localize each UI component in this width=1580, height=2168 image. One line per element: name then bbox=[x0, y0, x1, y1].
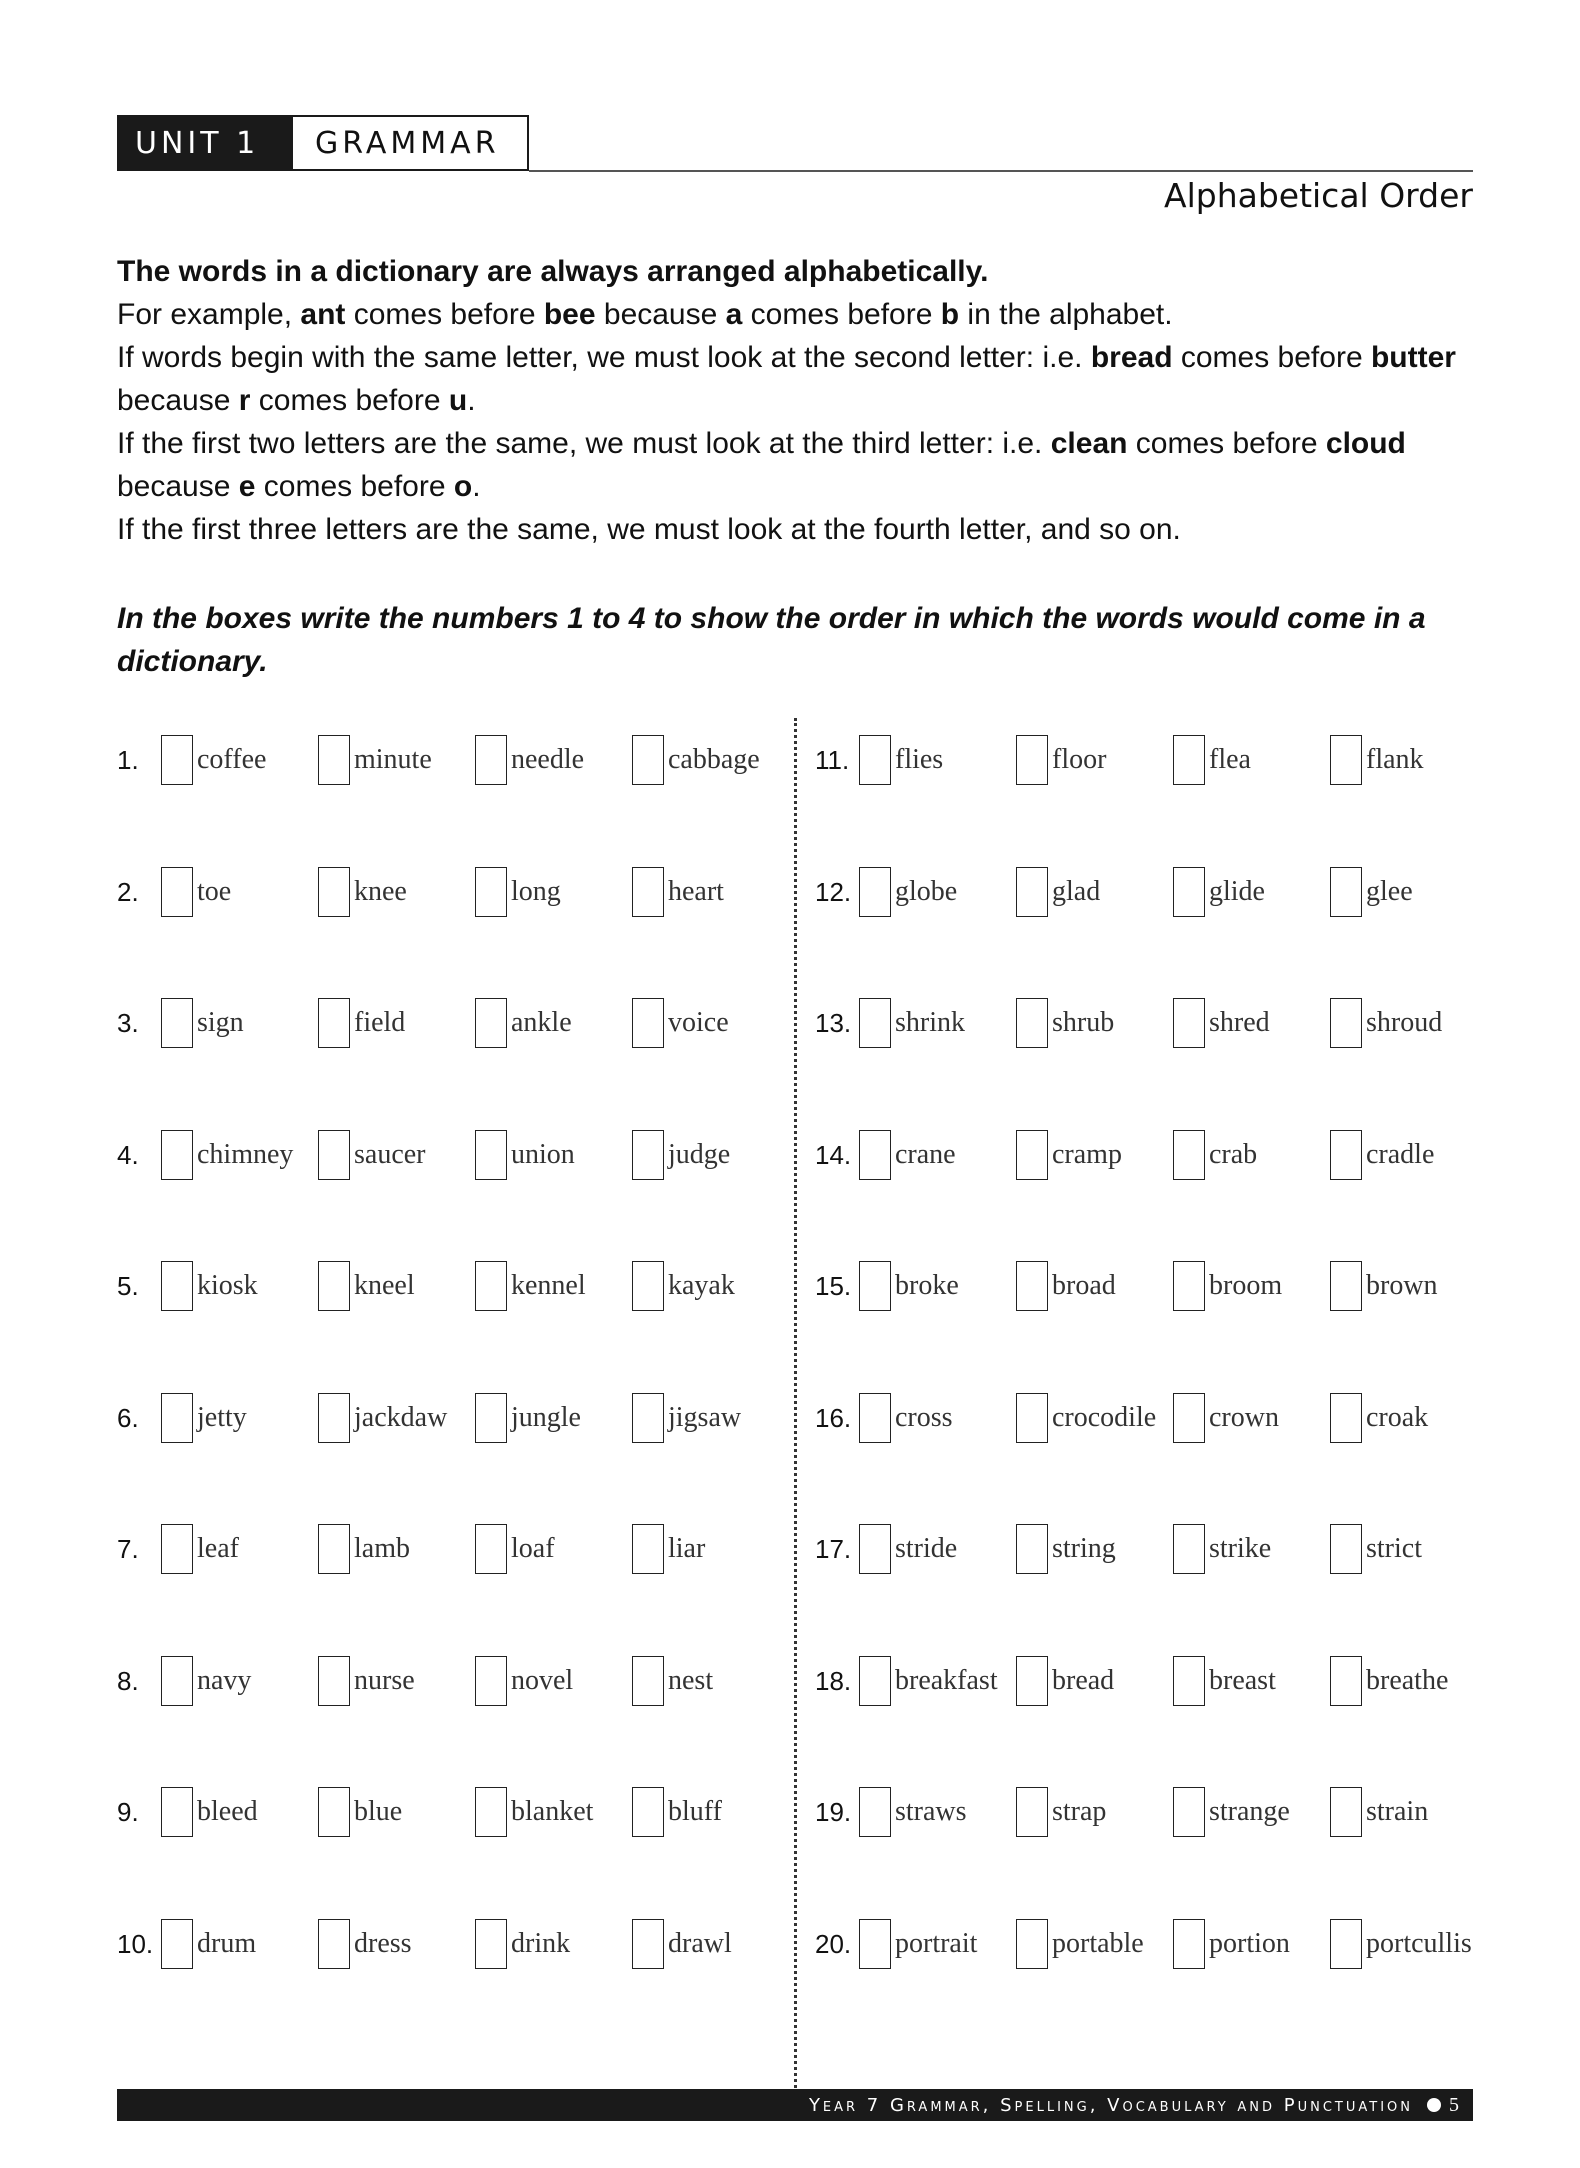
answer-box[interactable] bbox=[1016, 1787, 1048, 1837]
answer-box[interactable] bbox=[161, 867, 193, 917]
question-row bbox=[815, 995, 1487, 1051]
word-label: needle bbox=[511, 744, 585, 775]
word-label: portable bbox=[1052, 1928, 1144, 1959]
word-item bbox=[1016, 1524, 1173, 1574]
answer-box[interactable] bbox=[475, 1393, 507, 1443]
answer-box[interactable] bbox=[1330, 1524, 1362, 1574]
word-label: cross bbox=[895, 1402, 953, 1433]
answer-box[interactable] bbox=[1016, 1524, 1048, 1574]
answer-box[interactable] bbox=[1330, 1393, 1362, 1443]
word-item bbox=[632, 998, 789, 1048]
answer-box[interactable] bbox=[632, 867, 664, 917]
question-row bbox=[117, 1521, 789, 1577]
question-row bbox=[117, 1784, 789, 1840]
answer-box[interactable] bbox=[161, 735, 193, 785]
word-label: shroud bbox=[1366, 1007, 1443, 1038]
word-label: blue bbox=[354, 1796, 403, 1827]
answer-box[interactable] bbox=[475, 1656, 507, 1706]
word-item bbox=[161, 867, 318, 917]
word-item bbox=[1173, 735, 1330, 785]
answer-box[interactable] bbox=[632, 1261, 664, 1311]
word-label: broke bbox=[895, 1270, 959, 1301]
word-label: brown bbox=[1366, 1270, 1438, 1301]
word-item bbox=[1330, 735, 1487, 785]
word-label: navy bbox=[197, 1665, 252, 1696]
word-label: toe bbox=[197, 876, 232, 907]
word-item bbox=[632, 1261, 789, 1311]
answer-box[interactable] bbox=[632, 735, 664, 785]
question-row bbox=[117, 995, 789, 1051]
word-item bbox=[318, 1919, 475, 1969]
word-item bbox=[475, 1261, 632, 1311]
answer-box[interactable] bbox=[632, 1787, 664, 1837]
answer-box[interactable] bbox=[1016, 1393, 1048, 1443]
answer-box[interactable] bbox=[318, 1130, 350, 1180]
word-label: crown bbox=[1209, 1402, 1279, 1433]
word-item bbox=[475, 1919, 632, 1969]
answer-box[interactable] bbox=[1173, 1393, 1205, 1443]
word-item bbox=[632, 1524, 789, 1574]
answer-box[interactable] bbox=[1173, 735, 1205, 785]
answer-box[interactable] bbox=[475, 735, 507, 785]
word-label: glee bbox=[1366, 876, 1413, 907]
word-item bbox=[1330, 1919, 1487, 1969]
word-label: strict bbox=[1366, 1533, 1422, 1564]
word-item bbox=[632, 867, 789, 917]
question-row bbox=[117, 1916, 789, 1972]
answer-box[interactable] bbox=[318, 867, 350, 917]
word-item bbox=[475, 1656, 632, 1706]
answer-box[interactable] bbox=[161, 1393, 193, 1443]
word-label: portion bbox=[1209, 1928, 1290, 1959]
word-item bbox=[475, 867, 632, 917]
word-item bbox=[1330, 1656, 1487, 1706]
word-item bbox=[1330, 867, 1487, 917]
header-rule bbox=[529, 170, 1473, 172]
question-number: 9. bbox=[117, 1796, 139, 1827]
word-label: straws bbox=[895, 1796, 967, 1827]
word-label: glad bbox=[1052, 876, 1101, 907]
column-divider bbox=[794, 718, 797, 2088]
word-label: portcullis bbox=[1366, 1928, 1472, 1959]
answer-box[interactable] bbox=[318, 1524, 350, 1574]
word-item bbox=[1016, 1787, 1173, 1837]
question-number: 18. bbox=[815, 1665, 852, 1696]
unit-topic: GRAMMAR bbox=[291, 115, 529, 171]
answer-box[interactable] bbox=[1173, 1524, 1205, 1574]
question-row bbox=[815, 1916, 1487, 1972]
word-item bbox=[1173, 1524, 1330, 1574]
word-label: globe bbox=[895, 876, 958, 907]
word-item bbox=[318, 1787, 475, 1837]
word-item bbox=[161, 1393, 318, 1443]
answer-box[interactable] bbox=[1016, 735, 1048, 785]
word-item bbox=[1330, 1130, 1487, 1180]
word-item bbox=[1330, 1524, 1487, 1574]
word-label: knee bbox=[354, 876, 407, 907]
word-item bbox=[1173, 1261, 1330, 1311]
word-label: jetty bbox=[197, 1402, 247, 1433]
word-label: minute bbox=[354, 744, 432, 775]
word-label: loaf bbox=[511, 1533, 555, 1564]
answer-box[interactable] bbox=[859, 998, 891, 1048]
word-item bbox=[859, 1524, 1016, 1574]
word-label: broom bbox=[1209, 1270, 1283, 1301]
word-label: ankle bbox=[511, 1007, 572, 1038]
question-row bbox=[815, 732, 1487, 788]
word-label: kiosk bbox=[197, 1270, 258, 1301]
word-label: stride bbox=[895, 1533, 958, 1564]
question-number: 10. bbox=[117, 1928, 154, 1959]
word-item bbox=[318, 1524, 475, 1574]
word-label: nurse bbox=[354, 1665, 415, 1696]
word-item bbox=[1330, 1261, 1487, 1311]
question-number: 16. bbox=[815, 1402, 852, 1433]
answer-box[interactable] bbox=[1330, 1656, 1362, 1706]
word-label: breakfast bbox=[895, 1665, 998, 1696]
word-item bbox=[632, 1130, 789, 1180]
word-item bbox=[318, 735, 475, 785]
word-label: coffee bbox=[197, 744, 267, 775]
question-number: 3. bbox=[117, 1007, 139, 1038]
answer-box[interactable] bbox=[161, 1656, 193, 1706]
word-item bbox=[859, 1656, 1016, 1706]
word-label: jackdaw bbox=[354, 1402, 448, 1433]
word-label: crane bbox=[895, 1139, 956, 1170]
question-number: 19. bbox=[815, 1796, 852, 1827]
answer-box[interactable] bbox=[318, 998, 350, 1048]
answer-box[interactable] bbox=[1330, 1787, 1362, 1837]
question-row bbox=[815, 1258, 1487, 1314]
intro-line-3: If the first two letters are the same, we must look at the third letter: i.e. clean comes before cloud because e comes before o. bbox=[117, 427, 1406, 503]
word-item bbox=[475, 1393, 632, 1443]
word-item bbox=[1016, 1656, 1173, 1706]
word-label: glide bbox=[1209, 876, 1265, 907]
unit-header bbox=[117, 115, 529, 171]
word-item bbox=[632, 1656, 789, 1706]
word-item bbox=[632, 1919, 789, 1969]
word-label: bluff bbox=[668, 1796, 722, 1827]
word-item bbox=[318, 1656, 475, 1706]
question-row bbox=[117, 1653, 789, 1709]
instruction: In the boxes write the numbers 1 to 4 to show the order in which the words would come in a dictionary. bbox=[117, 602, 1426, 678]
answer-box[interactable] bbox=[475, 1919, 507, 1969]
question-number: 5. bbox=[117, 1270, 139, 1301]
word-item bbox=[1173, 867, 1330, 917]
answer-box[interactable] bbox=[632, 998, 664, 1048]
answer-box[interactable] bbox=[859, 867, 891, 917]
word-label: drum bbox=[197, 1928, 257, 1959]
word-item bbox=[161, 1919, 318, 1969]
word-label: shrink bbox=[895, 1007, 965, 1038]
word-item bbox=[475, 1524, 632, 1574]
answer-box[interactable] bbox=[1173, 1656, 1205, 1706]
answer-box[interactable] bbox=[161, 998, 193, 1048]
question-row bbox=[815, 1521, 1487, 1577]
word-item bbox=[859, 998, 1016, 1048]
word-label: union bbox=[511, 1139, 575, 1170]
word-item bbox=[1016, 1393, 1173, 1443]
answer-box[interactable] bbox=[859, 1656, 891, 1706]
word-label: chimney bbox=[197, 1139, 294, 1170]
word-label: voice bbox=[668, 1007, 729, 1038]
word-label: jigsaw bbox=[668, 1402, 742, 1433]
word-label: blanket bbox=[511, 1796, 594, 1827]
answer-box[interactable] bbox=[1016, 867, 1048, 917]
word-label: portrait bbox=[895, 1928, 978, 1959]
word-label: field bbox=[354, 1007, 406, 1038]
word-label: strike bbox=[1209, 1533, 1272, 1564]
word-item bbox=[859, 1393, 1016, 1443]
answer-box[interactable] bbox=[1330, 1919, 1362, 1969]
word-label: jungle bbox=[511, 1402, 581, 1433]
word-item bbox=[1330, 998, 1487, 1048]
word-item bbox=[1173, 1919, 1330, 1969]
answer-box[interactable] bbox=[475, 1130, 507, 1180]
answer-box[interactable] bbox=[1330, 998, 1362, 1048]
word-item bbox=[318, 867, 475, 917]
question-number: 14. bbox=[815, 1139, 852, 1170]
word-item bbox=[859, 1787, 1016, 1837]
word-label: flank bbox=[1366, 744, 1424, 775]
answer-box[interactable] bbox=[318, 735, 350, 785]
word-label: string bbox=[1052, 1533, 1116, 1564]
unit-label: UNIT 1 bbox=[117, 115, 291, 171]
question-row bbox=[815, 1653, 1487, 1709]
word-item bbox=[475, 998, 632, 1048]
answer-box[interactable] bbox=[161, 1787, 193, 1837]
word-label: kennel bbox=[511, 1270, 586, 1301]
question-row bbox=[117, 1127, 789, 1183]
answer-box[interactable] bbox=[1016, 1656, 1048, 1706]
word-label: kayak bbox=[668, 1270, 735, 1301]
answer-box[interactable] bbox=[318, 1919, 350, 1969]
question-row bbox=[117, 864, 789, 920]
word-label: cramp bbox=[1052, 1139, 1122, 1170]
footer-text: Year 7 Grammar, Spelling, Vocabulary and Punctuation bbox=[808, 2094, 1413, 2116]
question-number: 2. bbox=[117, 876, 139, 907]
section-title: Alphabetical Order bbox=[1164, 176, 1473, 215]
answer-box[interactable] bbox=[1330, 1261, 1362, 1311]
question-number: 4. bbox=[117, 1139, 139, 1170]
word-item bbox=[318, 1130, 475, 1180]
answer-box[interactable] bbox=[1016, 1261, 1048, 1311]
word-item bbox=[1016, 998, 1173, 1048]
word-item bbox=[1330, 1393, 1487, 1443]
question-number: 1. bbox=[117, 744, 139, 775]
answer-box[interactable] bbox=[475, 867, 507, 917]
answer-box[interactable] bbox=[475, 1261, 507, 1311]
word-item bbox=[475, 735, 632, 785]
word-item bbox=[1016, 735, 1173, 785]
word-label: crab bbox=[1209, 1139, 1258, 1170]
word-item bbox=[632, 1787, 789, 1837]
word-item bbox=[859, 1919, 1016, 1969]
answer-box[interactable] bbox=[632, 1130, 664, 1180]
word-item bbox=[1173, 1656, 1330, 1706]
word-item bbox=[859, 1130, 1016, 1180]
word-label: broad bbox=[1052, 1270, 1116, 1301]
bullet-dot-icon bbox=[1427, 2098, 1441, 2112]
answer-box[interactable] bbox=[161, 1919, 193, 1969]
word-item bbox=[318, 998, 475, 1048]
answer-box[interactable] bbox=[1016, 1130, 1048, 1180]
word-label: strain bbox=[1366, 1796, 1429, 1827]
word-item bbox=[632, 1393, 789, 1443]
word-item bbox=[161, 1524, 318, 1574]
word-label: bleed bbox=[197, 1796, 258, 1827]
word-label: leaf bbox=[197, 1533, 239, 1564]
page-number: 5 bbox=[1449, 2093, 1459, 2116]
word-label: cradle bbox=[1366, 1139, 1435, 1170]
question-number: 15. bbox=[815, 1270, 852, 1301]
question-number: 8. bbox=[117, 1665, 139, 1696]
word-label: dress bbox=[354, 1928, 412, 1959]
answer-box[interactable] bbox=[1173, 1787, 1205, 1837]
word-label: saucer bbox=[354, 1139, 426, 1170]
word-label: lamb bbox=[354, 1533, 410, 1564]
word-label: breast bbox=[1209, 1665, 1276, 1696]
word-item bbox=[475, 1130, 632, 1180]
word-label: liar bbox=[668, 1533, 706, 1564]
intro-text bbox=[117, 250, 1497, 551]
word-item bbox=[318, 1261, 475, 1311]
question-row bbox=[117, 732, 789, 788]
answer-box[interactable] bbox=[475, 998, 507, 1048]
word-item bbox=[1016, 1130, 1173, 1180]
answer-box[interactable] bbox=[161, 1524, 193, 1574]
answer-box[interactable] bbox=[859, 735, 891, 785]
question-number: 6. bbox=[117, 1402, 139, 1433]
answer-box[interactable] bbox=[859, 1919, 891, 1969]
word-label: floor bbox=[1052, 744, 1107, 775]
answer-box[interactable] bbox=[1173, 998, 1205, 1048]
answer-box[interactable] bbox=[859, 1261, 891, 1311]
question-row bbox=[815, 1784, 1487, 1840]
word-label: strange bbox=[1209, 1796, 1290, 1827]
question-row bbox=[117, 1258, 789, 1314]
intro-line-1: For example, ant comes before bee because a comes before b in the alphabet. bbox=[117, 298, 1173, 331]
intro-line-2: If words begin with the same letter, we must look at the second letter: i.e. bread comes before butter because r comes before u. bbox=[117, 341, 1456, 417]
word-label: drawl bbox=[668, 1928, 732, 1959]
word-label: bread bbox=[1052, 1665, 1115, 1696]
word-label: flea bbox=[1209, 744, 1251, 775]
question-number: 20. bbox=[815, 1928, 852, 1959]
question-row bbox=[815, 1127, 1487, 1183]
word-item bbox=[318, 1393, 475, 1443]
word-item bbox=[161, 1656, 318, 1706]
word-item bbox=[1173, 1393, 1330, 1443]
answer-box[interactable] bbox=[1330, 1130, 1362, 1180]
word-item bbox=[161, 998, 318, 1048]
word-item bbox=[1173, 998, 1330, 1048]
word-item bbox=[632, 735, 789, 785]
word-label: heart bbox=[668, 876, 724, 907]
word-label: novel bbox=[511, 1665, 574, 1696]
answer-box[interactable] bbox=[318, 1656, 350, 1706]
word-label: cabbage bbox=[668, 744, 760, 775]
question-row bbox=[117, 1390, 789, 1446]
answer-box[interactable] bbox=[1173, 1130, 1205, 1180]
footer-bar bbox=[117, 2089, 1473, 2121]
answer-box[interactable] bbox=[318, 1393, 350, 1443]
word-label: flies bbox=[895, 744, 944, 775]
question-row bbox=[815, 1390, 1487, 1446]
word-item bbox=[859, 1261, 1016, 1311]
answer-box[interactable] bbox=[859, 1524, 891, 1574]
question-number: 17. bbox=[815, 1533, 852, 1564]
intro-line-4: If the first three letters are the same, we must look at the fourth letter, and so on. bbox=[117, 513, 1181, 546]
answer-box[interactable] bbox=[859, 1130, 891, 1180]
answer-box[interactable] bbox=[1016, 1919, 1048, 1969]
word-item bbox=[1016, 867, 1173, 917]
word-label: shred bbox=[1209, 1007, 1270, 1038]
answer-box[interactable] bbox=[859, 1787, 891, 1837]
word-label: nest bbox=[668, 1665, 714, 1696]
word-item bbox=[859, 735, 1016, 785]
answer-box[interactable] bbox=[475, 1787, 507, 1837]
answer-box[interactable] bbox=[632, 1656, 664, 1706]
answer-box[interactable] bbox=[632, 1524, 664, 1574]
answer-box[interactable] bbox=[632, 1919, 664, 1969]
question-number: 11. bbox=[815, 744, 850, 775]
answer-box[interactable] bbox=[632, 1393, 664, 1443]
word-item bbox=[1330, 1787, 1487, 1837]
answer-box[interactable] bbox=[1330, 867, 1362, 917]
answer-box[interactable] bbox=[318, 1261, 350, 1311]
word-item bbox=[859, 867, 1016, 917]
word-label: drink bbox=[511, 1928, 571, 1959]
word-label: strap bbox=[1052, 1796, 1107, 1827]
word-label: long bbox=[511, 876, 561, 907]
question-number: 12. bbox=[815, 876, 852, 907]
answer-box[interactable] bbox=[318, 1787, 350, 1837]
word-item bbox=[1016, 1919, 1173, 1969]
answer-box[interactable] bbox=[161, 1261, 193, 1311]
word-label: shrub bbox=[1052, 1007, 1115, 1038]
question-number: 13. bbox=[815, 1007, 852, 1038]
word-item bbox=[161, 735, 318, 785]
answer-box[interactable] bbox=[475, 1524, 507, 1574]
word-item bbox=[1173, 1130, 1330, 1180]
question-row bbox=[815, 864, 1487, 920]
word-item bbox=[1016, 1261, 1173, 1311]
word-label: kneel bbox=[354, 1270, 415, 1301]
word-label: judge bbox=[668, 1139, 731, 1170]
word-item bbox=[475, 1787, 632, 1837]
intro-lead: The words in a dictionary are always arranged alphabetically. bbox=[117, 255, 989, 288]
answer-box[interactable] bbox=[859, 1393, 891, 1443]
answer-box[interactable] bbox=[1173, 1919, 1205, 1969]
word-item bbox=[161, 1130, 318, 1180]
word-label: breathe bbox=[1366, 1665, 1449, 1696]
answer-box[interactable] bbox=[161, 1130, 193, 1180]
answer-box[interactable] bbox=[1330, 735, 1362, 785]
word-label: sign bbox=[197, 1007, 244, 1038]
answer-box[interactable] bbox=[1016, 998, 1048, 1048]
answer-box[interactable] bbox=[1173, 1261, 1205, 1311]
word-label: crocodile bbox=[1052, 1402, 1157, 1433]
word-item bbox=[1173, 1787, 1330, 1837]
word-label: croak bbox=[1366, 1402, 1429, 1433]
answer-box[interactable] bbox=[1173, 867, 1205, 917]
word-item bbox=[161, 1261, 318, 1311]
word-item bbox=[161, 1787, 318, 1837]
question-number: 7. bbox=[117, 1533, 139, 1564]
